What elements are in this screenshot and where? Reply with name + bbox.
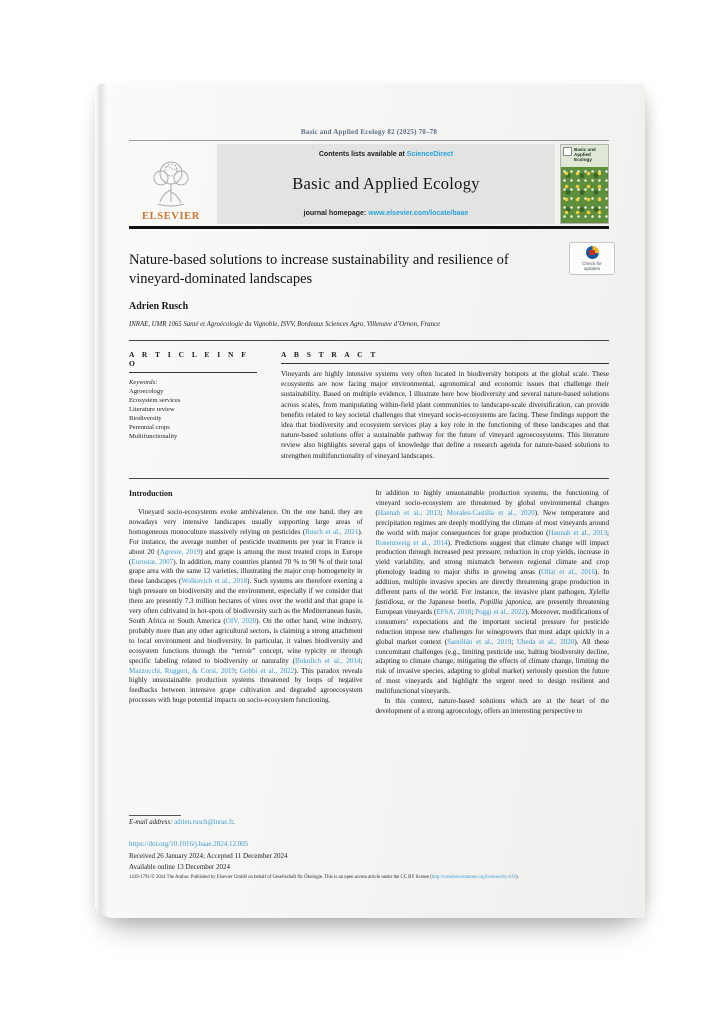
citation-link[interactable]: OIV, 2020	[225, 616, 257, 625]
body-text: , or the Japanese beetle,	[403, 597, 480, 606]
journal-cover-title: Basic and Applied Ecology	[574, 147, 596, 162]
abstract-text: Vineyards are highly intensive systems very often located in biodiversity hotspots at the global scale. These ecosystems are now facing major environmental, agronomical and economic issues that challenge their sustainability. Based on multiple evidence, I illustrate here how biodiversity and several nature-based solutions across scales, from manipulating within-field plant communities to landscape-scale diversification, can provide benefits related to key societal challenges that vineyard socio-ecosystems are facing. These findings support the idea that biodiversity and ecosystem services play a key role in the functioning of these landscapes and that nature-based solutions offer a sustainable pathway for the future of vineyard agroecosystems. This literature review also highlights several gaps of knowledge that define a research agenda for nature-based solutions to strengthen multifunctionality of vineyard landscapes.	[281, 370, 609, 460]
abstract-divider	[129, 478, 609, 479]
body-text: ) and grape is among the most treated crops in Europe (	[129, 547, 363, 566]
citation-link[interactable]: EFSA, 2018	[436, 607, 472, 616]
body-columns	[129, 489, 609, 717]
body-text: Xylella fastidiosa	[375, 588, 609, 606]
journal-cover-header	[561, 145, 608, 167]
body-text: Vineyard socio-ecosystems evoke ambivalence. On the one hand, they are nowadays very intensive landscapes usually supporting large areas of homogeneous monoculture massively relying on pesticides (	[129, 508, 363, 536]
body-text: ;	[234, 666, 240, 675]
masthead-bottom-rule	[129, 226, 609, 229]
header-divider	[129, 140, 609, 141]
check-for-updates-badge[interactable]	[569, 242, 615, 275]
body-text: ). On the other hand, wine industry, probably more than any other agricultural sectors, is claiming a strong attachment to local environment and biodiversity. In particular, it values biodiversity and ecosystem functions through the “terroir” concept, wine typicity or through specific labeling related to biodiversity or naturality (	[129, 616, 363, 665]
contents-line: Contents lists available at ScienceDirect	[318, 151, 454, 158]
citation-link[interactable]: Agreste, 2019	[159, 547, 201, 556]
citation-link[interactable]: Rusch et al., 2021	[305, 527, 359, 536]
sciencedirect-link[interactable]: ScienceDirect	[406, 151, 454, 158]
body-text: In addition to highly unsustainable production systems, the functioning of vineyard socio-ecosystem are threatened by global environmental changes (	[375, 489, 609, 517]
keyword: Biodiversity	[129, 415, 162, 422]
citation-link[interactable]: Morales-Castilla et al., 2020	[446, 508, 535, 517]
body-text: ). In addition, many countries planted 70 % to 90 % of their total grape area with the same 12 varieties, illustrating the major crop homogeneity in these landscapes (	[129, 557, 363, 586]
body-text: ). Moreover, modifications of consumers’ expectations and the important societal pressure for pesticide reduction impose new challenges for winegrowers that must adapt quickly in a global market context (	[375, 607, 609, 646]
body-text: ). All these concomitant challenges (e.g., limiting pesticide use, halting biodiversity decline, adapting to climate change, mitigating the effects of climate change, limiting the risk of invasive species, adapting to global market) seriously question the future of most vineyards and highlight the urgent need to design resilient and multifunctional vineyards.	[375, 637, 609, 696]
crossmark-icon	[586, 246, 599, 259]
body-paragraph	[129, 508, 363, 706]
introduction-heading: Introduction	[129, 489, 173, 498]
elsevier-tree-icon	[148, 158, 194, 210]
body-paragraph	[376, 697, 610, 717]
copyright-line: 1439-1791/© 2024 The Author. Published by Elsevier GmbH on behalf of Gesellschaft für Ökologie. This is an open access article under the CC BY license (http://creativecommons.org/licenses/by/4.0/).	[129, 875, 519, 880]
journal-cover-thumbnail	[560, 144, 609, 224]
body-text: ). This paradox reveals highly unsustainable production systems threatened by loops of negative feedbacks between intensive grape cultivation and degraded agroecosystem processes with huge potential impacts on socio-ecosystem functioning.	[129, 666, 363, 705]
check-for-updates-label: Check for updates	[582, 261, 602, 272]
journal-masthead	[129, 144, 609, 224]
body-text: ). For instance, the average number of pesticide treatments per year in France is about 20 (	[129, 527, 363, 556]
keyword: Multifunctionality	[129, 433, 178, 440]
body-column-left	[129, 489, 363, 717]
body-text: ;	[471, 607, 476, 616]
elsevier-logo	[129, 144, 213, 224]
masthead-box	[217, 144, 555, 224]
citation-link[interactable]: Santillán et al., 2019	[447, 637, 512, 646]
citation-link[interactable]: Eurostat, 2007	[131, 557, 174, 566]
doi-link[interactable]: https://doi.org/10.1016/j.baae.2024.12.005	[129, 840, 249, 848]
citation-link[interactable]: Wolkovich et al., 2018	[181, 577, 248, 586]
homepage-line: journal homepage: www.elsevier.com/locate/baae	[303, 210, 469, 217]
abstract-column	[281, 350, 609, 474]
body-text: ;	[360, 656, 363, 665]
body-text: In this context, nature-based solutions which are at the heart of the development of a strong agroecology, offers an interesting perspective to	[375, 697, 609, 715]
article-info-heading: A R T I C L E I N F O	[129, 350, 249, 368]
author-name: Adrien Rusch	[129, 301, 189, 312]
journal-cover-art	[561, 167, 608, 223]
cc-by-license-link[interactable]: http://creativecommons.org/licenses/by/4.0/	[431, 875, 517, 880]
citation-link[interactable]: Ubeda et al., 2020	[516, 637, 575, 646]
title-divider	[129, 340, 609, 341]
article-info-column	[129, 350, 257, 474]
footnote-rule	[129, 815, 181, 816]
keyword: Literature review	[129, 406, 175, 413]
citation-link[interactable]: Ollat et al., 2016	[541, 568, 596, 577]
citation-link[interactable]: Rosenzweig et al., 2014	[375, 538, 448, 547]
body-column-right	[376, 489, 610, 717]
citation-link[interactable]: Hannah et al., 2013	[377, 508, 441, 517]
journal-title: Basic and Applied Ecology	[292, 174, 480, 193]
article-title: Nature-based solutions to increase sustainability and resilience of vineyard-dominated landscapes	[129, 252, 509, 287]
citation-link[interactable]: Gobbi et al., 2022	[239, 666, 295, 675]
body-text: ;	[511, 637, 517, 646]
elsevier-wordmark: ELSEVIER	[142, 211, 200, 222]
citation-link[interactable]: Poggi et al., 2022	[475, 607, 526, 616]
keywords-label: Keywords:	[129, 379, 158, 386]
citation-link[interactable]: Hannah et al., 2013	[548, 528, 608, 537]
abstract-rule	[281, 363, 609, 364]
keyword: Agroecology	[129, 388, 164, 395]
info-abstract-section	[129, 350, 609, 474]
body-text: ). Predictions suggest that climate change will impact production through increased pest pressure, reduction in crop yields, increase in yield variability, and strong mismatch between regional climate and crop phenology leading to major shifts in growing areas (	[375, 538, 609, 577]
available-online-line: Available online 13 December 2024	[129, 863, 230, 871]
article-info-rule	[129, 372, 257, 373]
citation-link[interactable]: Bokulich et al., 2014	[294, 656, 361, 665]
author-affiliation: INRAE, UMR 1065 Santé et Agroécologie du Vignoble, ISVV, Bordeaux Sciences Agro, Villenave d’Ornon, France	[129, 321, 441, 328]
body-text: Popillia japonica	[479, 597, 531, 606]
body-text: ). New temperature and precipitation regimes are deeply modifying the climate of most vineyards around the world with major consequences for grape production (	[375, 508, 610, 537]
body-text: ). Such systems are therefore exerting a high pressure on biodiversity and the environment, especially if we consider that there are presently 7.3 million hectares of vines over the world and that grape is very often cultivated in hot-spots of biodiversity such as the Mediterranean basin, South Africa or South America (	[129, 577, 363, 625]
running-head: Basic and Applied Ecology 82 (2025) 70–78	[300, 128, 438, 136]
keyword: Perennial crops	[129, 424, 170, 431]
body-paragraph	[376, 489, 610, 697]
email-footnote: E-mail address: adrien.rusch@inrae.fr.	[129, 819, 235, 826]
journal-homepage-link[interactable]: www.elsevier.com/locate/baae	[368, 210, 469, 217]
received-accepted-line: Received 26 January 2024; Accepted 11 December 2024	[129, 851, 288, 860]
body-text: , are presently threatening European vineyards (	[375, 597, 609, 616]
email-link[interactable]: adrien.rusch@inrae.fr	[174, 819, 234, 826]
keyword: Ecosystem services	[129, 397, 181, 404]
journal-cover-logo-icon	[563, 147, 572, 156]
body-text: ). In addition, multiple invasive species are directly threatening grape production in different parts of the world. For instance, the invasive plant pathogen,	[375, 568, 609, 597]
abstract-heading: A B S T R A C T	[281, 350, 379, 359]
journal-page	[95, 84, 645, 918]
page-footer	[129, 815, 609, 880]
citation-link[interactable]: Mazzocchi, Ruggeri, & Corsi, 2019	[129, 666, 235, 675]
body-text: ;	[607, 528, 609, 537]
body-text: ;	[440, 508, 447, 517]
